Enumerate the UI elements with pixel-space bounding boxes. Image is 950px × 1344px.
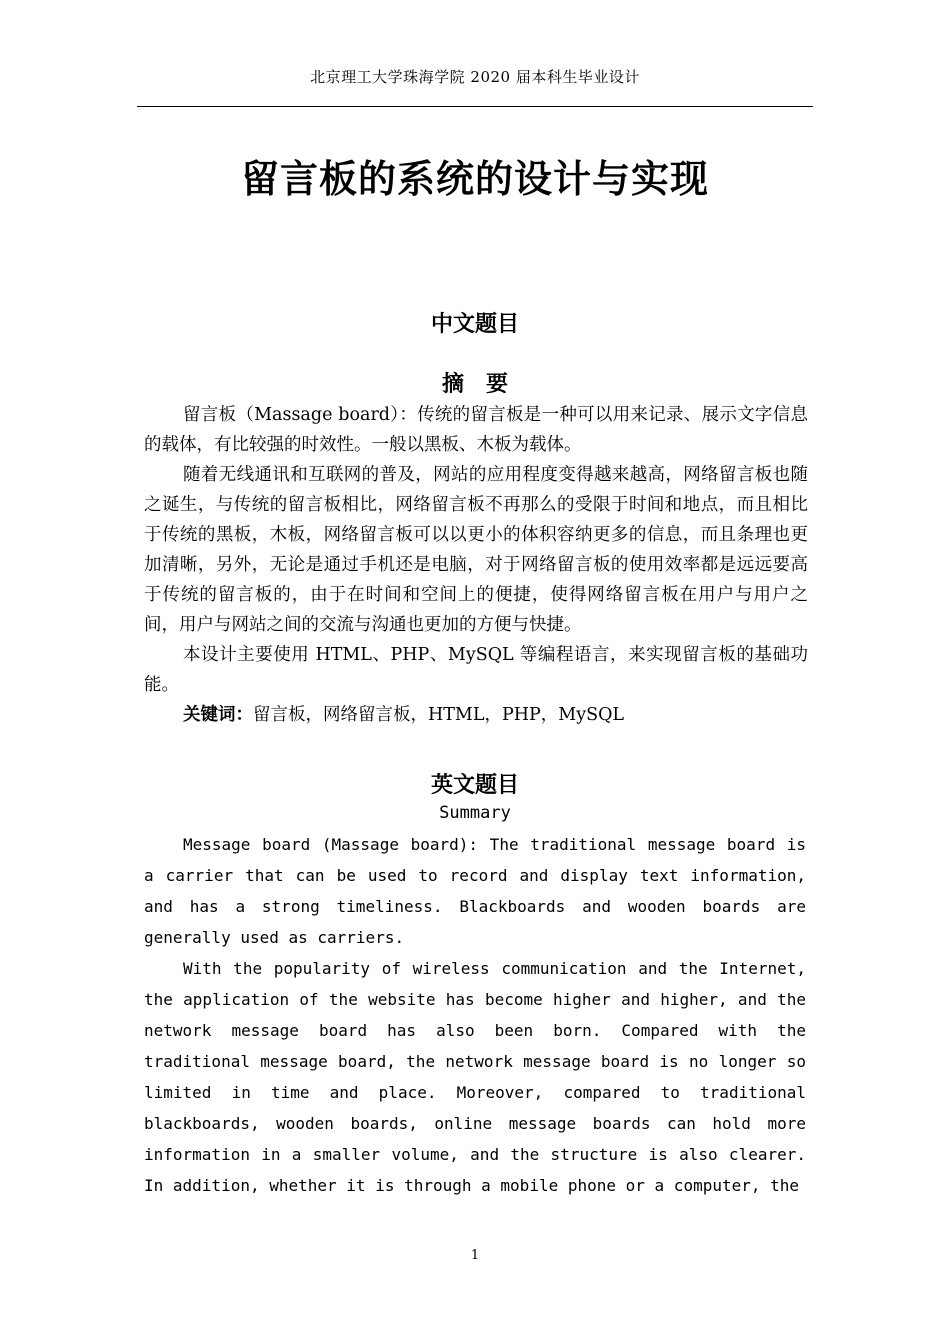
keywords-value: 留言板，网络留言板，HTML，PHP，MySQL xyxy=(253,705,625,725)
english-abstract-body xyxy=(144,829,806,1201)
english-paragraph: With the popularity of wireless communication and the Internet, the application of the website has become higher and higher, and the network message board has also been born. Compared with the traditional message board, the network message board is no longer so limited in time and place. Moreover, compared to traditional blackboards, wooden boards, online message boards can hold more information in a smaller volume, and the structure is also clearer. In addition, whether it is through a mobile phone or a computer, the xyxy=(144,959,806,1195)
keywords-line xyxy=(144,700,808,730)
english-abstract-heading: Summary xyxy=(439,803,511,823)
english-title-heading: 英文题目 xyxy=(430,773,519,798)
page-number: 1 xyxy=(470,1248,480,1263)
chinese-abstract-body xyxy=(144,400,808,730)
chinese-paragraph: 本设计主要使用 HTML、PHP、MySQL 等编程语言，来实现留言板的基础功能。 xyxy=(144,645,808,695)
chinese-title-heading: 中文题目 xyxy=(430,312,519,337)
keywords-label: 关键词： xyxy=(183,705,253,725)
document-title: 留言板的系统的设计与实现 xyxy=(240,157,709,201)
chinese-abstract-heading: 摘 要 xyxy=(441,372,508,397)
english-paragraph: Message board (Massage board): The traditional message board is a carrier that can be used to record and display text information, and has a strong timeliness. Blackboards and wooden boards are generally used as carriers. xyxy=(144,835,806,947)
header-divider xyxy=(137,106,813,107)
chinese-paragraph: 随着无线通讯和互联网的普及，网站的应用程度变得越来越高，网络留言板也随之诞生，与传统的留言板相比，网络留言板不再那么的受限于时间和地点，而且相比于传统的黑板，木板，网络留言板可以以更小的体积容纳更多的信息，而且条理也更加清晰，另外，无论是通过手机还是电脑，对于网络留言板的使用效率都是远远要高于传统的留言板的，由于在时间和空间上的便捷，使得网络留言板在用户与用户之间，用户与网站之间的交流与沟通也更加的方便与快捷。 xyxy=(144,465,808,635)
chinese-paragraph: 留言板（Massage board）：传统的留言板是一种可以用来记录、展示文字信息的载体，有比较强的时效性。一般以黑板、木板为载体。 xyxy=(144,405,808,455)
running-header: 北京理工大学珠海学院 2020 届本科生毕业设计 xyxy=(310,68,640,86)
